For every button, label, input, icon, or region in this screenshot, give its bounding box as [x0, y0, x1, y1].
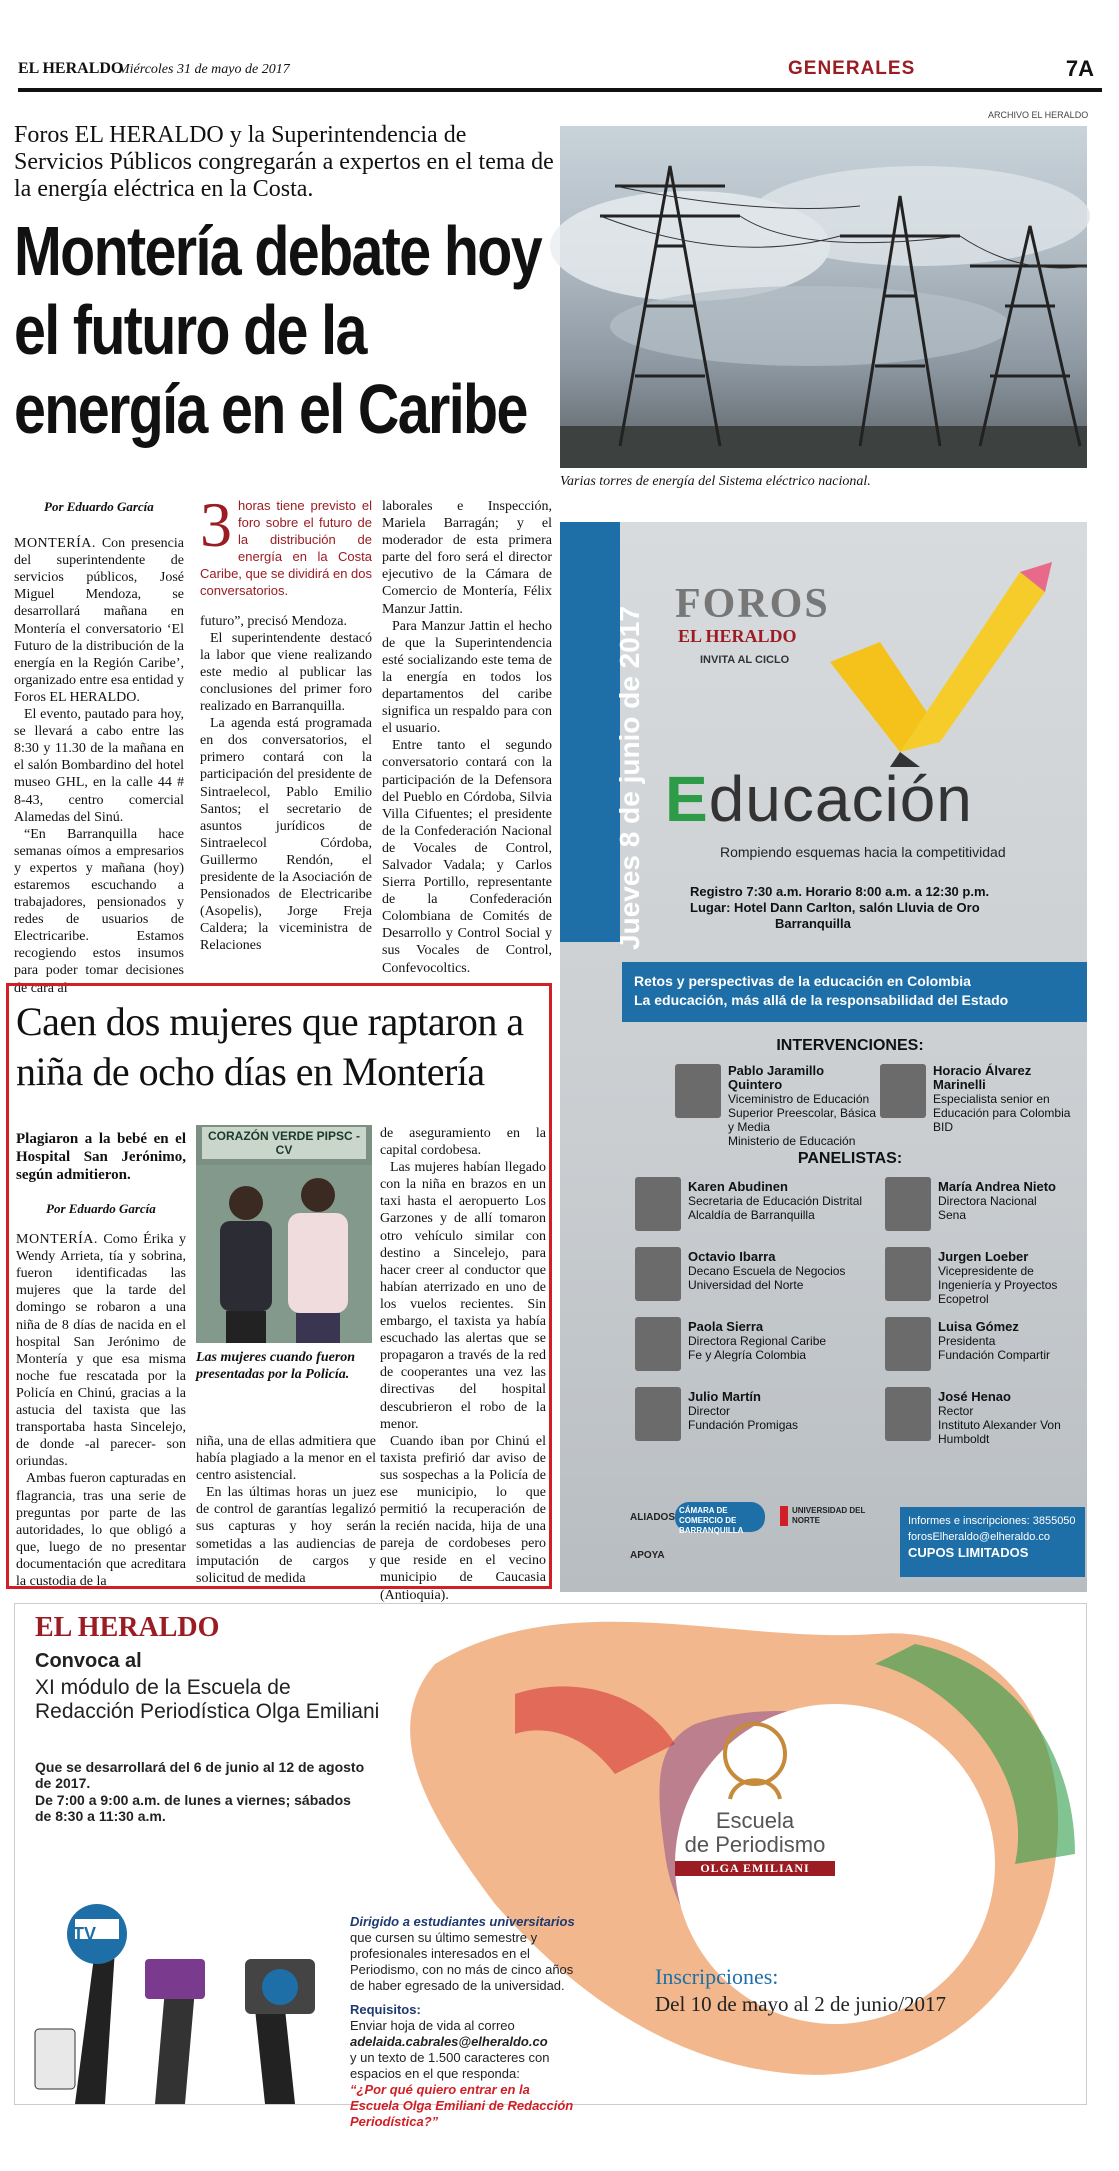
section-name: GENERALES — [788, 58, 916, 79]
pencil-checkmark-icon — [820, 542, 1050, 772]
paragraph: Para Manzur Jattin el hecho de que la Superintendencia esté socializando este tema de la energía en todos los departamentos del caribe significa un respaldo para con el usuario. — [382, 618, 552, 737]
second-subhead: Plagiaron a la bebé en el Hospital San Jerónimo, según admitieron. — [16, 1131, 186, 1183]
paragraph: La agenda está programada en dos conversatorios, el primero contará con la participación del presidente de Sintraelecol, Pablo Emilio Santos; el secretario de asuntos jurídicos de Sintraelecol Córdoba, Guillermo Rendón, el presidente de la Asociación de Pensionados de Electricaribe (Asopelis), Jorge Freja Caldera; la viceministra de Relaciones — [200, 716, 372, 954]
intervention-2: Horacio Álvarez Marinelli Especialista senior en Educación para Colombia BID — [933, 1063, 1071, 1134]
logo-periodismo: de Periodismo — [684, 1832, 826, 1857]
paragraph: Entre tanto el segundo conversatorio contará con la participación de la Defensora del Pueblo en Córdoba, Silvia Villa Cifuentes; el presidente de la Confederación Nacional de Vocales de Control, Salvador Vadala; y Carlos Sierra Portillo, representante de la Confederación Colombiana de Comités de Desarrollo y Control Social y sus Vocales de Control, Confevocoltics. — [382, 738, 552, 976]
inscripciones-title: Inscripciones: — [655, 1964, 779, 1989]
banner-line-1: Retos y perspectivas de la educación en Colombia — [634, 973, 971, 989]
paragraph: niña, una de ellas admitiera que había plagiado a la menor en el centro asistencial. — [196, 1434, 376, 1484]
panelist-right-4: José Henao Rector Instituto Alexander Von Humboldt — [938, 1389, 1061, 1446]
logo-olga: OLGA EMILIANI — [675, 1861, 835, 1876]
panelist-photo — [635, 1177, 681, 1231]
panelist-right-1: María Andrea Nieto Directora Nacional Sena — [938, 1179, 1056, 1222]
masthead-date: Miércoles 31 de mayo de 2017 — [118, 62, 290, 77]
paragraph: de aseguramiento en la capital cordobesa. — [380, 1126, 546, 1159]
aliados-label: ALIADOS — [630, 1512, 675, 1523]
paragraph: Cuando iban por Chinú el taxista prefirió dar aviso de sus sospechas a la Policía de ese municipio, lo que permitió la recuperación de la recién nacida, hija de una pareja de cordobeses pero que reside en el vecino municipio de Caucasia (Antioquia). — [380, 1433, 546, 1603]
foros-heraldo-logo: EL HERALDO — [678, 626, 797, 646]
police-photo-caption: Las mujeres cuando fueron presentadas por la Policía. — [196, 1350, 356, 1382]
intervention-1: Pablo Jaramillo Quintero Viceministro de Educación Superior Preescolar, Básica y Media Ministerio de Educación — [728, 1063, 877, 1148]
panelist-photo — [885, 1247, 931, 1301]
panelist-photo — [885, 1177, 931, 1231]
panelist-left-4: Julio Martín Director Fundación Promigas — [688, 1389, 799, 1432]
pull-quote-number: 3 — [200, 489, 232, 560]
requisitos-text: Enviar hoja de vida al correo adelaida.cabrales@elheraldo.co y un texto de 1.500 caracteres con espacios en el que responda: “¿Por qué quiero entrar en la Escuela Olga Emiliani de Redacción Periodística?” — [350, 2018, 580, 2130]
pull-quote — [200, 489, 372, 601]
two-women-illustration — [196, 1125, 372, 1343]
second-column-2 — [196, 1433, 376, 1587]
panelists-title: PANELISTAS: — [797, 1150, 903, 1167]
photo-caption: Varias torres de energía del Sistema eléctrico nacional. — [560, 474, 871, 489]
olga-emiliani-portrait-icon — [710, 1714, 800, 1804]
paragraph: En las últimas horas un juez de control de garantías legalizó sus capturas y hoy serán sometidas a las audiencias de imputación de cargos y solicitud de medida — [196, 1485, 376, 1586]
masthead-brand: EL HERALDO — [18, 60, 124, 77]
escuela-title: XI módulo de la Escuela de Redacción Periodística Olga Emiliani — [35, 1676, 380, 1723]
article-column-1 — [14, 498, 184, 997]
panelist-left-3: Paola Sierra Directora Regional Caribe Fe y Alegría Colombia — [688, 1319, 827, 1362]
escuela-email[interactable]: adelaida.cabrales@elheraldo.co — [350, 2034, 548, 2049]
panelist-left-1: Karen Abudinen Secretaria de Educación Distrital Alcaldía de Barranquilla — [688, 1179, 863, 1222]
dirigido-text: Dirigido a estudiantes universitarios que cursen su último semestre y profesionales interesados en el Periodismo, con no más de cinco años de haber egresado de la universidad. — [350, 1914, 575, 1993]
masthead — [18, 56, 1102, 92]
panelist-photo — [635, 1247, 681, 1301]
foros-education-ad — [560, 522, 1087, 1592]
dirigido-bold: Dirigido a estudiantes universitarios — [350, 1914, 575, 1929]
banner-line-2: La educación, más allá de la responsabilidad del Estado — [634, 992, 1009, 1008]
question-text: “¿Por qué quiero entrar en la Escuela Olga Emiliani de Redacción Periodística?” — [350, 2082, 574, 2129]
paragraph: Ambas fueron capturadas en flagrancia, tras una serie de preguntas por parte de las autoridades, lo que obligó a que, luego de no presentar documentación que acreditara la custodia de la — [16, 1471, 186, 1589]
educacion-logo-e: E — [665, 763, 709, 835]
article-column-2 — [200, 489, 372, 954]
speaker-photo — [880, 1064, 926, 1118]
ad-banner — [622, 962, 1087, 1022]
info-box — [900, 1507, 1085, 1577]
byline: Por Eduardo García — [44, 499, 154, 514]
second-column-3 — [380, 1125, 546, 1604]
cupos-limitados: CUPOS LIMITADOS — [908, 1545, 1029, 1560]
panelist-photo — [635, 1317, 681, 1371]
paragraph: MONTERÍA. Con presencia del superintendente de servicios públicos, José Miguel Mendoza, se desarrollará mañana en Montería el conversatorio ‘El Futuro de la distribución de la energía en la Región Caribe’, organizado entre esa entidad y Foros EL HERALDO. — [14, 536, 185, 705]
convoca-text: Convoca al — [35, 1650, 142, 1672]
ciudad-text: Barranquilla — [775, 916, 851, 931]
educacion-tagline: Rompiendo esquemas hacia la competitividad — [720, 844, 1006, 860]
paragraph: “En Barranquilla hace semanas oímos a empresarios y expertos y mañana (hoy) estaremos escuchando a trabajadores, pensionados y redes de usuarios de Electricaribe. Estamos recogiendo estos insumos para poder tomar decisiones de cara al — [14, 826, 184, 996]
panelist-photo — [885, 1387, 931, 1441]
logo-escuela: Escuela — [715, 1808, 795, 1833]
panelist-left-2: Octavio Ibarra Decano Escuela de Negocios Universidad del Norte — [688, 1249, 846, 1292]
second-column-1 — [16, 1130, 186, 1590]
ad-vertical-band — [560, 522, 620, 942]
lugar-text: Lugar: Hotel Dann Carlton, salón Lluvia de Oro — [690, 900, 980, 915]
microphones-camera-illustration — [35, 1839, 335, 2104]
article-headline: Montería debate hoy el futuro de la energía en el Caribe — [14, 212, 541, 448]
dateline: MONTERÍA. — [16, 1232, 98, 1248]
escuela-periodismo-ad — [14, 1603, 1087, 2129]
tv-mic-label: TV — [73, 1924, 97, 1944]
escuela-dates: Que se desarrollará del 6 de junio al 12 de agosto de 2017. — [35, 1759, 365, 1791]
police-photo — [196, 1125, 372, 1343]
educacion-logo — [665, 762, 973, 836]
panelist-photo — [885, 1317, 931, 1371]
power-towers-photo — [560, 126, 1087, 468]
paragraph: laborales e Inspección, Mariela Barragán; y el moderador de esta primera parte del foro será el director ejecutivo de la Cámara de Comercio de Montería, Félix Manzur Jattin. — [382, 499, 552, 617]
dateline: MONTERÍA. — [14, 536, 96, 552]
escuela-logo — [655, 1714, 855, 1876]
escuela-brand: EL HERALDO — [35, 1612, 220, 1643]
paragraph: El evento, pautado para hoy, se llevará a cabo entre las 8:30 y 11.30 de la mañana en el salón Bombardino del hotel museo GHL, en la calle 44 # 8-43, centro comercial Alamedas del Sinú. — [14, 707, 184, 825]
info-phone: Informes e inscripciones: 3855050 — [908, 1515, 1076, 1527]
photo-sign-text: CORAZÓN VERDE PIPSC - CV — [202, 1127, 366, 1159]
escuela-hours: De 7:00 a 9:00 a.m. de lunes a viernes; sábados de 8:30 a 11:30 a.m. — [35, 1792, 351, 1824]
paragraph: futuro”, precisó Mendoza. — [200, 613, 347, 629]
second-headline: Caen dos mujeres que raptaron a niña de ocho días en Montería — [16, 999, 524, 1094]
article-kicker: Foros EL HERALDO y la Superintendencia de Servicios Públicos congregarán a expertos en el tema de la energía eléctrica en la Costa. — [14, 122, 554, 202]
foros-logo: FOROS — [675, 581, 830, 627]
article-column-3 — [382, 498, 552, 977]
requisitos-title: Requisitos: — [350, 2002, 421, 2017]
power-towers-illustration — [560, 126, 1087, 468]
apoya-label: APOYA — [630, 1550, 665, 1561]
byline: Por Eduardo García — [46, 1201, 156, 1216]
interventions-title: INTERVENCIONES: — [776, 1037, 924, 1054]
inscripciones-dates: Del 10 de mayo al 2 de junio/2017 — [655, 1992, 947, 2016]
info-email[interactable]: forosElheraldo@elheraldo.co — [908, 1531, 1051, 1543]
ad-event-date: Jueves 8 de junio de 2017 — [614, 606, 645, 950]
photo-credit: ARCHIVO EL HERALDO — [988, 110, 1089, 120]
paragraph: MONTERÍA. Como Érika y Wendy Arrieta, tía y sobrina, fueron identificadas las mujeres que la tarde del domingo se robaron a una niña de 8 días de nacida en el hospital San Jerónimo de Montería y que esa misma noche fue rescatada por la Policía en Chinú, gracias a la astucia del taxista que las transportaba hasta Sincelejo, de donde -al parecer- son oriundas. — [16, 1232, 186, 1470]
educacion-logo-rest: ducación — [708, 763, 973, 835]
pull-quote-text: horas tiene previsto el foro sobre el futuro de la distribución de energía en la Costa Caribe, que se dividirá en dos conversatorios. — [200, 498, 372, 599]
panelist-right-2: Jurgen Loeber Vicepresidente de Ingeniería y Proyectos Ecopetrol — [938, 1249, 1058, 1306]
panelist-photo — [635, 1387, 681, 1441]
paragraph: Las mujeres habían llegado con la niña en brazos en un taxi hasta el aeropuerto Los Garzones y de allí tomaron otro vehículo similar con destino a Sincelejo, para hacer creer al conductor que habían aterrizado en uno de los vuelos recientes. Sin embargo, el taxista ya había escuchado las alertas que se propagaron a través de la red de cooperantes una vez las directivas del hospital descubrieron el robo de la menor. — [380, 1160, 546, 1432]
invita-text: INVITA AL CICLO — [700, 654, 790, 666]
uninorte-logo: UNIVERSIDAD DEL NORTE — [780, 1506, 875, 1526]
page-number: 7A — [1065, 56, 1094, 81]
paragraph: El superintendente destacó la labor que viene realizando este medio al publicar las conclusiones del primer foro realizado en Barranquilla. — [200, 630, 372, 715]
registro-text: Registro 7:30 a.m. Horario 8:00 a.m. a 12:30 p.m. — [690, 884, 990, 899]
speaker-photo — [675, 1064, 721, 1118]
camara-logo: CÁMARA DE COMERCIO DE BARRANQUILLA — [675, 1502, 765, 1532]
panelist-right-3: Luisa Gómez Presidenta Fundación Compartir — [938, 1319, 1051, 1362]
